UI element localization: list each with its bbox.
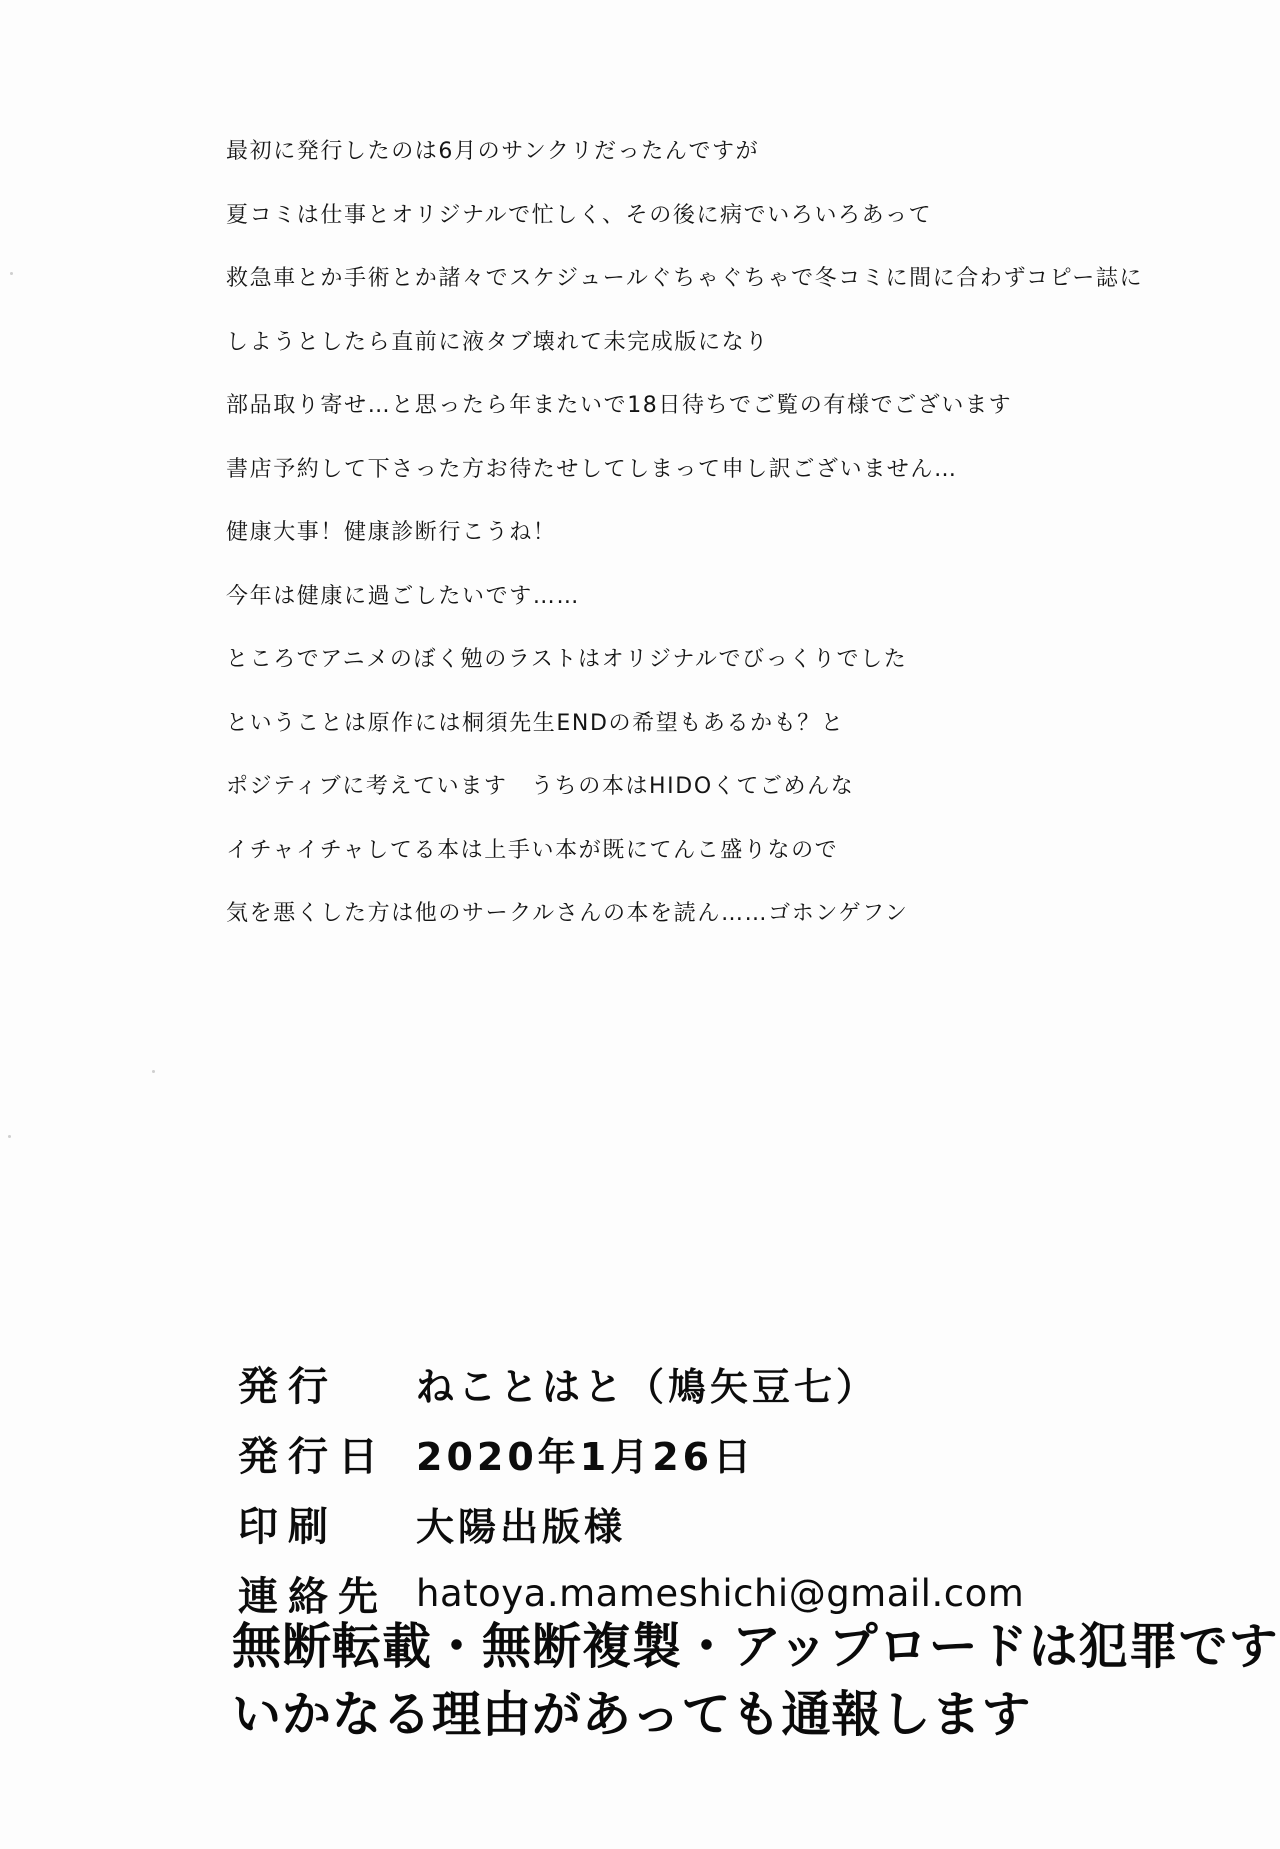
afterword-line: 夏コミは仕事とオリジナルで忙しく、その後に病でいろいろあって	[226, 202, 933, 228]
afterword-line: イチャイチャしてる本は上手い本が既にてんこ盛りなので	[226, 837, 839, 863]
afterword-line: 気を悪くした方は他のサークルさんの本を読ん……ゴホンゲフン	[226, 901, 909, 926]
afterword-line: 最初に発行したのは6月のサンクリだったんですが	[226, 139, 760, 164]
publisher-label: 発行	[238, 1363, 338, 1410]
afterword-line: 部品取り寄せ…と思ったら年またいで18日待ちでご覧の有様でございます	[226, 393, 1013, 418]
publish-date-row	[238, 1418, 1198, 1488]
printer-value: 大陽出版様	[416, 1504, 627, 1549]
printer-label: 印刷	[238, 1503, 338, 1550]
publish-date-value: 2020年1月26日	[416, 1434, 756, 1479]
afterword-line: 救急車とか手術とか諸々でスケジュールぐちゃぐちゃで冬コミに間に合わずコピー誌に	[226, 266, 1144, 291]
publish-date-label: 発行日	[238, 1433, 388, 1480]
copyright-notice	[232, 1612, 1279, 1748]
scan-speck	[8, 1135, 11, 1138]
colophon	[238, 1348, 1198, 1628]
afterword-line: ポジティブに考えています うちの本はHIDOくてごめんな	[226, 774, 855, 799]
afterword-line: 今年は健康に過ごしたいです……	[226, 583, 581, 609]
publisher-row	[238, 1348, 1198, 1418]
copyright-notice-line: 無断転載・無断複製・アップロードは犯罪です	[232, 1617, 1279, 1675]
copyright-notice-line: いかなる理由があっても通報します	[232, 1685, 1032, 1743]
contact-label: 連絡先	[238, 1573, 388, 1620]
printer-row	[238, 1488, 1198, 1558]
afterword-text	[226, 138, 1186, 964]
scan-speck	[152, 1070, 155, 1073]
contact-email: hatoya.mameshichi@gmail.com	[416, 1571, 1025, 1615]
scan-speck	[10, 272, 13, 275]
afterword-line: 健康大事！健康診断行こうね！	[226, 520, 557, 545]
afterword-line: 書店予約して下さった方お待たせしてしまって申し訳ございません…	[226, 456, 958, 482]
afterword-line: ということは原作には桐須先生ENDの希望もあるかも？と	[226, 710, 845, 736]
afterword-line: ところでアニメのぼく勉のラストはオリジナルでびっくりでした	[226, 647, 908, 672]
afterword-line: しようとしたら直前に液タブ壊れて未完成版になり	[226, 329, 769, 355]
publisher-value: ねことはと（鳩矢豆七）	[416, 1364, 879, 1409]
